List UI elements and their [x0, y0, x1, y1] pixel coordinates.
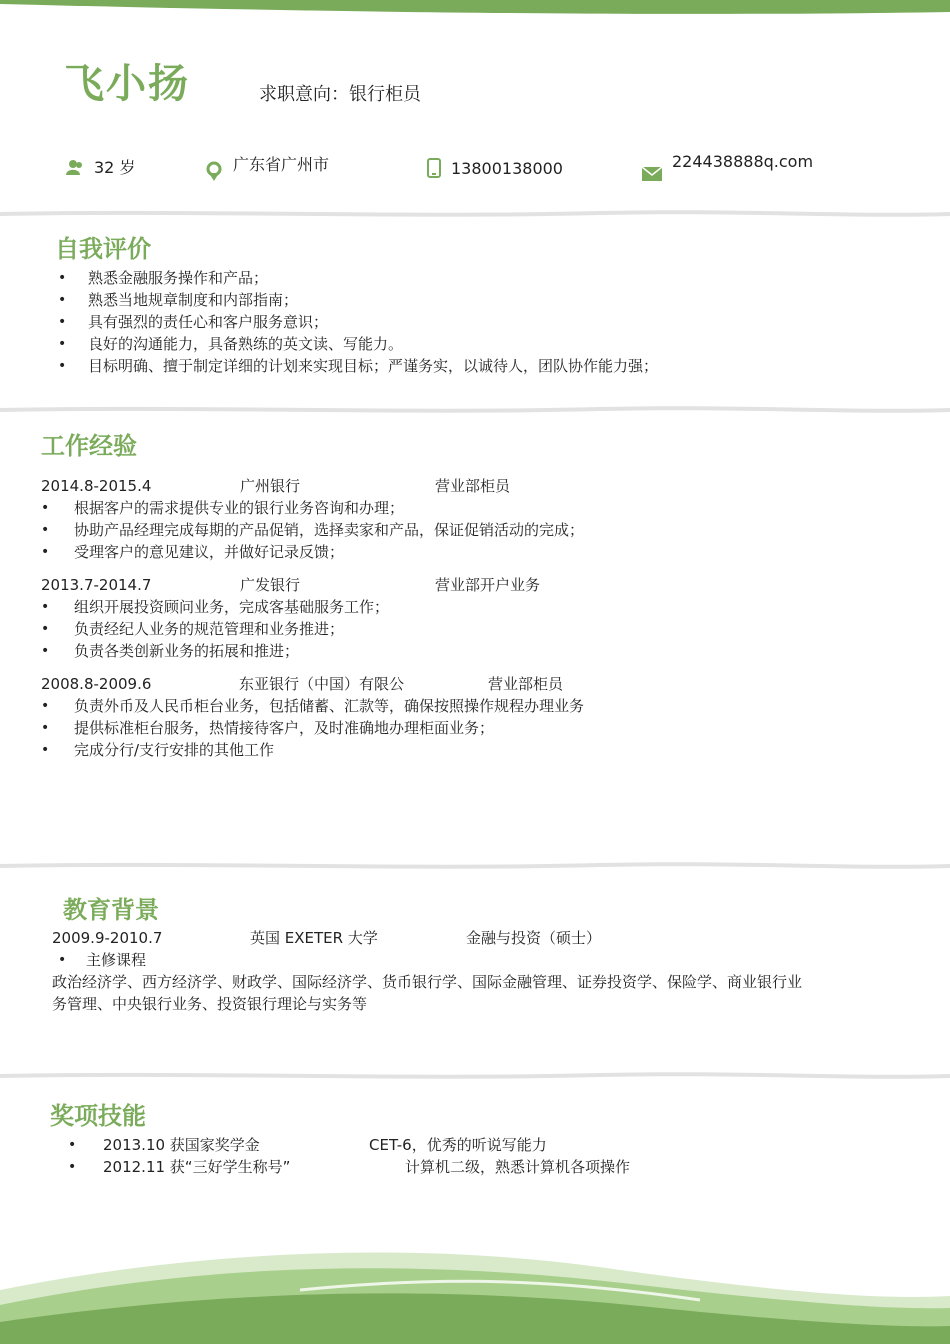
courses-line-2: 务管理、中央银行业务、投资银行理论与实务等	[52, 995, 368, 1013]
skill-text: CET-6，优秀的听说写能力	[369, 1136, 547, 1154]
divider	[0, 1068, 950, 1082]
education-header	[52, 927, 912, 949]
job-company: 广州银行	[240, 477, 301, 495]
job-entry	[41, 475, 584, 563]
awards-title: 奖项技能	[50, 1102, 146, 1130]
divider	[0, 206, 950, 220]
job-header	[41, 475, 584, 497]
job-header	[41, 673, 584, 695]
list-item: • 完成分行/支行安排的其他工作	[41, 741, 275, 759]
phone-info	[427, 158, 563, 178]
mail-icon	[642, 167, 662, 181]
phone-icon	[427, 158, 441, 178]
email-text: 224438888q.com	[672, 151, 814, 171]
work-title: 工作经验	[41, 432, 137, 460]
location-text: 广东省广州市	[233, 154, 330, 174]
list-item: • 熟悉当地规章制度和内部指南；	[58, 291, 299, 309]
candidate-name: 飞小扬	[64, 61, 190, 107]
courses-label-row: • 主修课程	[58, 951, 147, 969]
person-icon	[66, 159, 84, 175]
list-item: • 负责各类创新业务的拓展和推进；	[41, 642, 300, 660]
award-text: 2013.10 获国家奖学金	[103, 1136, 260, 1154]
skill-text: 计算机二级，熟悉计算机各项操作	[405, 1158, 631, 1176]
age-text: 32 岁	[94, 158, 136, 177]
award-row: • 2012.11 获“三好学生称号” 计算机二级，熟悉计算机各项操作	[68, 1158, 631, 1176]
job-header	[41, 574, 541, 596]
self-eval-list	[58, 267, 658, 377]
divider	[0, 402, 950, 416]
list-item: • 负责外币及人民币柜台业务，包括储蓄、汇款等，确保按照操作规程办理业务	[41, 697, 585, 715]
job-period: 2008.8-2009.6	[41, 675, 152, 693]
job-period: 2013.7-2014.7	[41, 576, 152, 594]
location-pin-icon	[205, 161, 223, 183]
age-info	[66, 155, 135, 178]
list-item: • 具有强烈的责任心和客户服务意识；	[58, 313, 329, 331]
top-wave-decoration	[0, 0, 950, 22]
courses-label: 主修课程	[86, 951, 147, 969]
self-eval-title: 自我评价	[55, 235, 151, 263]
list-item: • 根据客户的需求提供专业的银行业务咨询和办理；	[41, 499, 405, 517]
phone-text: 13800138000	[451, 158, 563, 178]
job-company: 广发银行	[240, 576, 301, 594]
list-item: • 协助产品经理完成每期的产品促销，选择卖家和产品，保证促销活动的完成；	[41, 521, 585, 539]
job-role: 营业部柜员	[435, 477, 511, 495]
award-text: 2012.11 获“三好学生称号”	[103, 1158, 291, 1176]
list-item: • 提供标准柜台服务，热情接待客户，及时准确地办理柜面业务；	[41, 719, 495, 737]
list-item: • 良好的沟通能力，具备熟练的英文读、写能力。	[58, 335, 404, 353]
list-item: • 熟悉金融服务操作和产品；	[58, 269, 269, 287]
list-item: • 组织开展投资顾问业务，完成客基础服务工作；	[41, 598, 390, 616]
email-info	[642, 149, 813, 181]
list-item: • 受理客户的意见建议，并做好记录反馈；	[41, 543, 345, 561]
job-entry	[41, 574, 541, 662]
job-period: 2014.8-2015.4	[41, 477, 152, 495]
divider	[0, 858, 950, 872]
award-row: • 2013.10 获国家奖学金 CET-6，优秀的听说写能力	[68, 1136, 547, 1154]
edu-period: 2009.9-2010.7	[52, 929, 163, 947]
location-info	[205, 147, 329, 183]
job-role: 营业部柜员	[488, 675, 564, 693]
list-item: • 负责经纪人业务的规范管理和业务推进；	[41, 620, 345, 638]
list-item: • 目标明确、擅于制定详细的计划来实现目标；严谨务实，以诚待人，团队协作能力强；	[58, 357, 659, 375]
job-entry	[41, 673, 584, 761]
edu-school: 英国 EXETER 大学	[250, 929, 378, 947]
job-role: 营业部开户业务	[435, 576, 541, 594]
bottom-wave-decoration	[0, 1230, 950, 1344]
courses-line-1: 政治经济学、西方经济学、财政学、国际经济学、货币银行学、国际金融管理、证券投资学、保险学、商业银行业	[52, 973, 803, 991]
edu-degree: 金融与投资（硕士）	[466, 929, 602, 947]
education-title: 教育背景	[63, 896, 159, 924]
job-intent: 求职意向：银行柜员	[259, 84, 421, 105]
job-company: 东亚银行（中国）有限公	[239, 675, 405, 693]
